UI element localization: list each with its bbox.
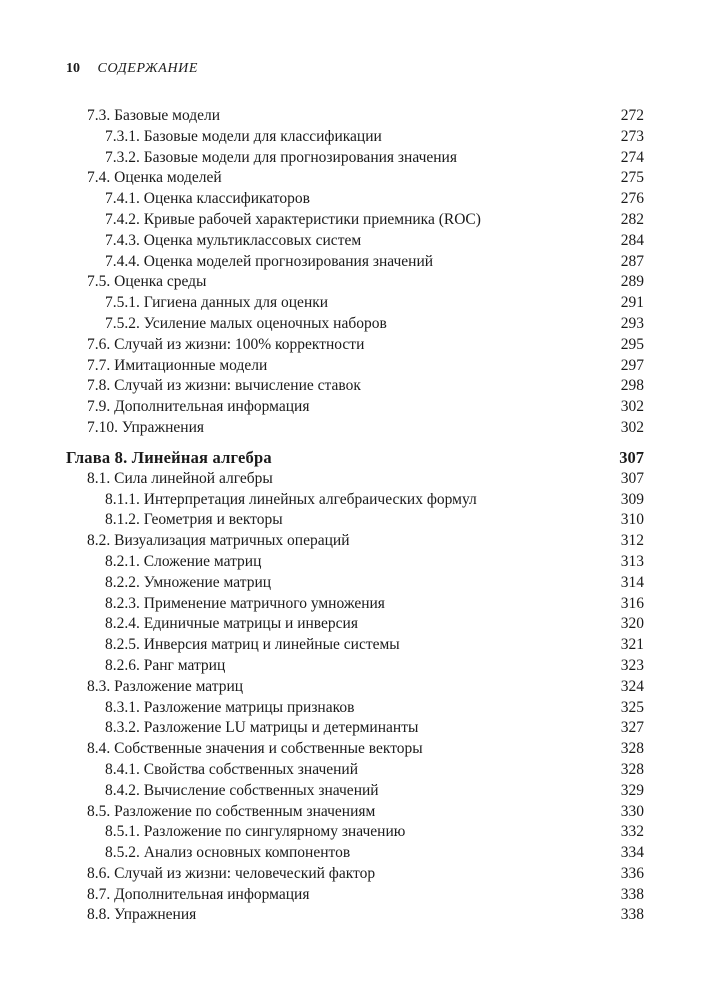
toc-entry-page: 298	[620, 377, 644, 395]
toc-entry-page: 334	[620, 844, 644, 862]
toc-entry-page: 332	[620, 823, 644, 841]
toc-entry-title: 8.2.6. Ранг матриц	[105, 656, 226, 674]
toc-subsection-entry	[66, 614, 644, 635]
toc-entry-title: 8.5. Разложение по собственным значениям	[87, 802, 376, 820]
toc-entry-page: 272	[620, 107, 644, 124]
toc-subsection-entry	[66, 293, 644, 314]
toc-section-entry	[66, 106, 644, 127]
toc-entry-title: Глава 8. Линейная алгебра	[66, 447, 272, 467]
toc-section-entry	[66, 376, 644, 397]
toc-subsection-entry	[66, 843, 644, 864]
toc-subsection-entry	[66, 231, 644, 252]
toc-subsection-entry	[66, 698, 644, 719]
toc-entry-title: 7.5. Оценка среды	[87, 273, 207, 291]
toc-entry-page: 314	[620, 573, 644, 591]
toc-entry-title: 8.1.2. Геометрия и векторы	[105, 511, 283, 529]
toc-entry-page: 276	[620, 190, 644, 208]
toc-subsection-entry	[66, 127, 644, 148]
toc-entry-page: 324	[620, 677, 644, 695]
toc-chapter-entry	[66, 446, 644, 469]
toc-subsection-entry	[66, 252, 644, 273]
toc-entry-page: 282	[620, 210, 644, 228]
toc-section-entry	[66, 864, 644, 885]
toc-section-entry	[66, 356, 644, 377]
toc-entry-page: 313	[620, 552, 644, 570]
toc-section-entry	[66, 272, 644, 293]
toc-entry-page: 289	[620, 273, 644, 291]
toc-entry-title: 8.2.4. Единичные матрицы и инверсия	[105, 615, 358, 633]
toc-entry-title: 8.3. Разложение матриц	[87, 677, 244, 695]
toc-section-entry	[66, 335, 644, 356]
toc-entry-title: 7.9. Дополнительная информация	[87, 398, 310, 416]
toc-subsection-entry	[66, 718, 644, 739]
toc-entry-title: 8.8. Упражнения	[87, 906, 197, 924]
toc-entry-page: 274	[620, 148, 644, 166]
toc-entry-page: 287	[620, 252, 644, 270]
toc-section-entry	[66, 418, 644, 439]
toc-entry-title: 8.1.1. Интерпретация линейных алгебраических формул	[105, 490, 477, 508]
toc-entry-title: 7.3.2. Базовые модели для прогнозирования значения	[105, 148, 457, 166]
toc-entry-title: 7.5.2. Усиление малых оценочных наборов	[105, 314, 387, 332]
toc-entry-page: 302	[620, 398, 644, 416]
toc-entry-title: 8.2.2. Умножение матриц	[105, 573, 272, 591]
toc-entry-title: 8.7. Дополнительная информация	[87, 885, 310, 903]
toc-entry-title: 7.6. Случай из жизни: 100% корректности	[87, 335, 365, 353]
toc-entry-page: 323	[620, 656, 644, 674]
toc-entry-title: 8.2. Визуализация матричных операций	[87, 532, 350, 550]
toc-entry-title: 8.4.2. Вычисление собственных значений	[105, 781, 379, 799]
toc-entry-title: 7.4.3. Оценка мультиклассовых систем	[105, 231, 362, 249]
toc-entry-page: 307	[620, 469, 644, 487]
toc-entry-page: 329	[620, 781, 644, 799]
toc-entry-page: 309	[620, 490, 644, 508]
toc-subsection-entry	[66, 510, 644, 531]
toc-entry-page: 327	[620, 719, 644, 737]
toc-entry-page: 293	[620, 314, 644, 332]
toc-entry-title: 8.3.2. Разложение LU матрицы и детерминанты	[105, 719, 419, 737]
toc-subsection-entry	[66, 781, 644, 802]
toc-entry-title: 7.5.1. Гигиена данных для оценки	[105, 294, 329, 312]
toc-subsection-entry	[66, 822, 644, 843]
toc-section-entry	[66, 677, 644, 698]
toc-entry-title: 8.6. Случай из жизни: человеческий фактор	[87, 864, 376, 882]
toc-section-entry	[66, 397, 644, 418]
running-head-title: СОДЕРЖАНИЕ	[97, 61, 199, 76]
toc-subsection-entry	[66, 656, 644, 677]
toc-entry-page: 302	[620, 418, 644, 436]
toc-entry-title: 7.7. Имитационные модели	[87, 356, 268, 374]
page-number: 10	[66, 61, 80, 76]
toc-entry-page: 291	[620, 294, 644, 312]
toc-entry-title: 7.3.1. Базовые модели для классификации	[105, 127, 382, 145]
toc-entry-title: 8.2.3. Применение матричного умножения	[105, 594, 385, 612]
toc-subsection-entry	[66, 148, 644, 169]
toc-entry-page: 328	[620, 740, 644, 758]
toc-entry-title: 7.4. Оценка моделей	[87, 169, 222, 187]
toc-entry-page: 338	[620, 885, 644, 903]
toc-subsection-entry	[66, 314, 644, 335]
toc-entry-title: 8.3.1. Разложение матрицы признаков	[105, 698, 355, 716]
toc-subsection-entry	[66, 573, 644, 594]
toc-entry-title: 8.5.2. Анализ основных компонентов	[105, 844, 351, 862]
toc-section-entry	[66, 802, 644, 823]
toc-entry-title: 7.3. Базовые модели	[87, 107, 221, 124]
toc-entry-title: 7.8. Случай из жизни: вычисление ставок	[87, 377, 361, 395]
toc-entry-title: 8.2.1. Сложение матриц	[105, 552, 262, 570]
toc-entry-title: 8.1. Сила линейной алгебры	[87, 469, 273, 487]
toc-entry-page: 297	[620, 356, 644, 374]
toc-entry-page: 310	[620, 511, 644, 529]
toc-subsection-entry	[66, 189, 644, 210]
toc-section-entry	[66, 885, 644, 906]
toc-entry-page: 338	[620, 906, 644, 924]
toc-subsection-entry	[66, 552, 644, 573]
toc-entry-title: 7.4.4. Оценка моделей прогнозирования значений	[105, 252, 434, 270]
toc-entry-page: 316	[620, 594, 644, 612]
toc-entry-page: 284	[620, 231, 644, 249]
toc-subsection-entry	[66, 760, 644, 781]
toc-entry-title: 8.4. Собственные значения и собственные векторы	[87, 740, 423, 758]
toc-entry-page: 275	[620, 169, 644, 187]
toc-entry-page: 321	[620, 636, 644, 654]
toc-entry-page: 295	[620, 335, 644, 353]
toc-entry-page: 330	[620, 802, 644, 820]
toc-entry-title: 7.4.1. Оценка классификаторов	[105, 190, 310, 208]
toc-subsection-entry	[66, 490, 644, 511]
toc-entry-page: 312	[620, 532, 644, 550]
toc-entry-page: 336	[620, 864, 644, 882]
toc-entry-title: 8.2.5. Инверсия матриц и линейные системы	[105, 636, 400, 654]
toc-entry-title: 7.10. Упражнения	[87, 418, 205, 436]
toc-subsection-entry	[66, 210, 644, 231]
toc-entry-title: 7.4.2. Кривые рабочей характеристики приемника (ROC)	[105, 210, 481, 228]
toc-entry-page: 273	[620, 127, 644, 145]
toc-entry-page: 320	[620, 615, 644, 633]
toc-section-entry	[66, 469, 644, 490]
table-of-contents	[66, 106, 644, 926]
toc-entry-title: 8.5.1. Разложение по сингулярному значению	[105, 823, 406, 841]
toc-entry-page: 325	[620, 698, 644, 716]
running-head	[66, 61, 198, 77]
toc-subsection-entry	[66, 594, 644, 615]
toc-entry-page: 307	[619, 447, 644, 467]
toc-entry-title: 8.4.1. Свойства собственных значений	[105, 760, 359, 778]
toc-section-entry	[66, 531, 644, 552]
toc-section-entry	[66, 739, 644, 760]
toc-subsection-entry	[66, 635, 644, 656]
toc-entry-page: 328	[620, 760, 644, 778]
toc-section-entry	[66, 168, 644, 189]
toc-section-entry	[66, 905, 644, 926]
